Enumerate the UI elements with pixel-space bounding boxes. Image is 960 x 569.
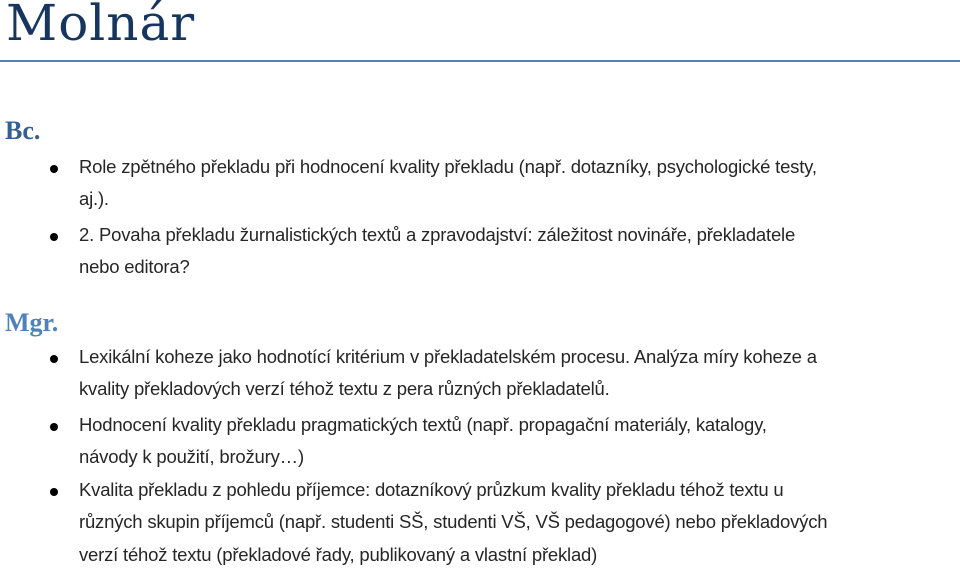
bullet-icon bbox=[50, 165, 58, 173]
page-title: Molnár bbox=[6, 0, 196, 52]
bullet-icon bbox=[50, 423, 58, 431]
list-item-text: návody k použití, brožury…) bbox=[79, 446, 304, 467]
list-item-text: kvality překladových verzí téhož textu z pera různých překladatelů. bbox=[79, 378, 610, 399]
title-divider bbox=[0, 60, 960, 62]
list-item-text: různých skupin příjemců (např. studenti SŠ, studenti VŠ, VŠ pedagogové) nebo překladových bbox=[79, 511, 828, 532]
bullet-icon bbox=[50, 488, 58, 496]
list-item-text: Role zpětného překladu při hodnocení kvality překladu (např. dotazníky, psychologické testy, bbox=[79, 156, 817, 177]
list-item-text: aj.). bbox=[79, 188, 109, 209]
list-item-text: nebo editora? bbox=[79, 256, 190, 277]
list-item-text: 2. Povaha překladu žurnalistických textů a zpravodajství: záležitost novináře, překladatele bbox=[79, 224, 796, 245]
list-item-text: Lexikální koheze jako hodnotící kritérium v překladatelském procesu. Analýza míry koheze a bbox=[79, 346, 817, 367]
list-item-text: Kvalita překladu z pohledu příjemce: dotazníkový průzkum kvality překladu téhož textu u bbox=[79, 479, 784, 500]
bullet-icon bbox=[50, 233, 58, 241]
bullet-icon bbox=[50, 355, 58, 363]
section-heading-bc: Bc. bbox=[5, 116, 41, 145]
list-item-text: Hodnocení kvality překladu pragmatických textů (např. propagační materiály, katalogy, bbox=[79, 414, 767, 435]
list-item-text: verzí téhož textu (překladové řady, publikovaný a vlastní překlad) bbox=[79, 544, 598, 565]
section-heading-mgr: Mgr. bbox=[5, 308, 59, 337]
